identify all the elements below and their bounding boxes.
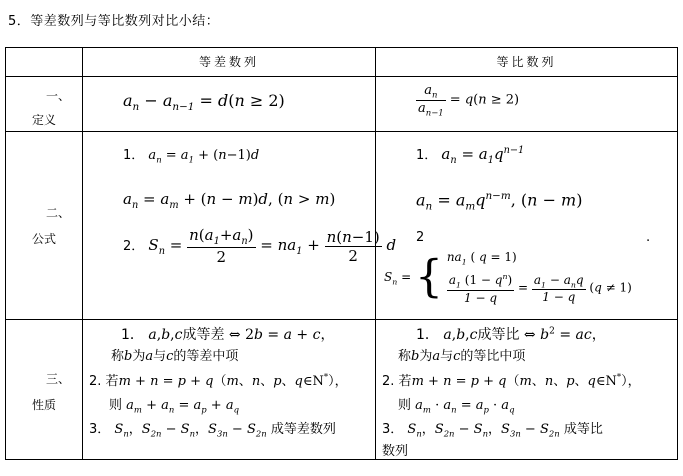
row-label: 定义 xyxy=(31,113,56,127)
formula-expression: $a_n = a_1q^{n-1}$ xyxy=(441,145,525,166)
geo-formula-cell xyxy=(376,132,678,320)
formula-expression: $S_n$ = $\frac{n(a_1+a_n)}{2}$ = $na_1$ + $\frac{n(n-1)}{2}$ d xyxy=(148,226,397,266)
header-empty-cell xyxy=(6,48,83,77)
property-text: $S_n$，$S_{2n} - S_n$，$S_{3n} - S_{2n}$ 成等差数列 xyxy=(114,422,336,439)
property-text: $S_n$，$S_{2n} - S_n$，$S_{3n} - S_{2n}$ 成等比 xyxy=(407,422,603,439)
header-geometric: 等比数列 xyxy=(376,48,678,77)
header-arithmetic: 等差数列 xyxy=(83,48,376,77)
row-label-property xyxy=(6,320,83,460)
arith-definition-cell xyxy=(83,77,376,132)
table-row-formula xyxy=(6,132,678,320)
row-label-definition xyxy=(6,77,83,132)
item-index: 1． xyxy=(416,327,439,343)
property-text: a,b,c成等比 ⇔ $b^2$ = ac， xyxy=(443,326,606,343)
formula-expression: $a_n = a_1 + (n-1)d$ xyxy=(148,148,260,165)
item-index: 1． xyxy=(121,327,144,343)
row-number: 三、 xyxy=(45,372,70,386)
sum-case-q-not-1: $\frac{a_1 (1 - q^n)}{1 - q}$ = $\frac{a_1 - a_nq}{1 - q}$ (q ≠ 1) xyxy=(448,272,632,305)
geo-definition-cell xyxy=(376,77,678,132)
arith-property-1 xyxy=(121,324,334,344)
geo-definition-formula: $\frac{a_n}{a_{n-1}}$ = q(n ≥ 2) xyxy=(418,83,520,118)
section-title: 5．等差数列与等比数列对比小结： xyxy=(8,14,220,29)
geo-sum-formula: $S_n$ = { $na_1$ ( q = 1) $\frac{a_1 (1 - q^n)}{1 - q}$ = $\frac{a_1 - a_nq}{1 - q}$ (q ≠ 1) xyxy=(384,250,632,305)
item-index: 3． xyxy=(382,422,404,437)
comparison-table xyxy=(5,47,678,460)
geo-property-2 xyxy=(382,370,641,389)
arith-property-2-result: 则 $a_m + a_n = a_p + a_q$ xyxy=(109,398,239,415)
item-index: 3． xyxy=(89,422,111,437)
item-index: 2. xyxy=(89,374,102,389)
property-text: 若m + n = p + q（m、n、p、q∈N*）， xyxy=(398,371,641,389)
table-header-row xyxy=(6,48,678,77)
geo-property-cell xyxy=(376,320,678,460)
item-index: 2． xyxy=(123,239,145,254)
geo-property-1-note: 称b为a与c的等比中项 xyxy=(398,349,526,364)
geo-property-1 xyxy=(416,324,606,344)
item-index: 1． xyxy=(416,148,438,163)
geo-property-2-result: 则 $a_m \cdot a_n = a_p \cdot a_q$ xyxy=(398,398,515,415)
row-label-formula xyxy=(6,132,83,320)
geo-property-3-cont: 数列 xyxy=(382,444,409,459)
arith-property-cell xyxy=(83,320,376,460)
arith-formula-3 xyxy=(123,226,396,266)
geo-formula-1 xyxy=(416,144,524,166)
item-index: 1． xyxy=(123,148,145,163)
trailing-dot: . xyxy=(646,230,651,245)
item-index: 2 xyxy=(416,230,425,245)
property-text: a,b,c成等差 ⇔ 2b = a + c， xyxy=(148,327,335,343)
sum-cases xyxy=(447,250,632,305)
geo-property-3 xyxy=(382,418,603,439)
property-text: 若m + n = p + q（m、n、p、q∈N*）， xyxy=(105,371,348,389)
arith-property-1-note: 称b为a与c的等差中项 xyxy=(111,349,239,364)
arith-formula-2: $a_n = a_m + (n - m)d$, (n > m) xyxy=(123,190,336,211)
row-label: 性质 xyxy=(31,398,56,412)
geo-formula-3-index xyxy=(416,230,424,245)
geo-formula-2: $a_n = a_mq^{n-m}$, (n − m) xyxy=(416,190,583,213)
table-row-property xyxy=(6,320,678,460)
arith-formula-cell xyxy=(83,132,397,320)
sum-case-q-equals-1: $na_1$ ( q = 1) xyxy=(446,250,517,267)
row-label: 公式 xyxy=(31,232,56,246)
row-number: 二、 xyxy=(45,206,70,220)
arith-property-3 xyxy=(89,418,336,439)
table-row-definition xyxy=(6,77,678,132)
arith-definition-formula: $a_n - a_{n-1} = d(n \ge 2)$ xyxy=(123,91,285,114)
arith-property-2 xyxy=(89,370,348,389)
row-number: 一、 xyxy=(45,89,70,103)
item-index: 2. xyxy=(382,374,395,389)
arith-formula-1 xyxy=(123,144,259,165)
